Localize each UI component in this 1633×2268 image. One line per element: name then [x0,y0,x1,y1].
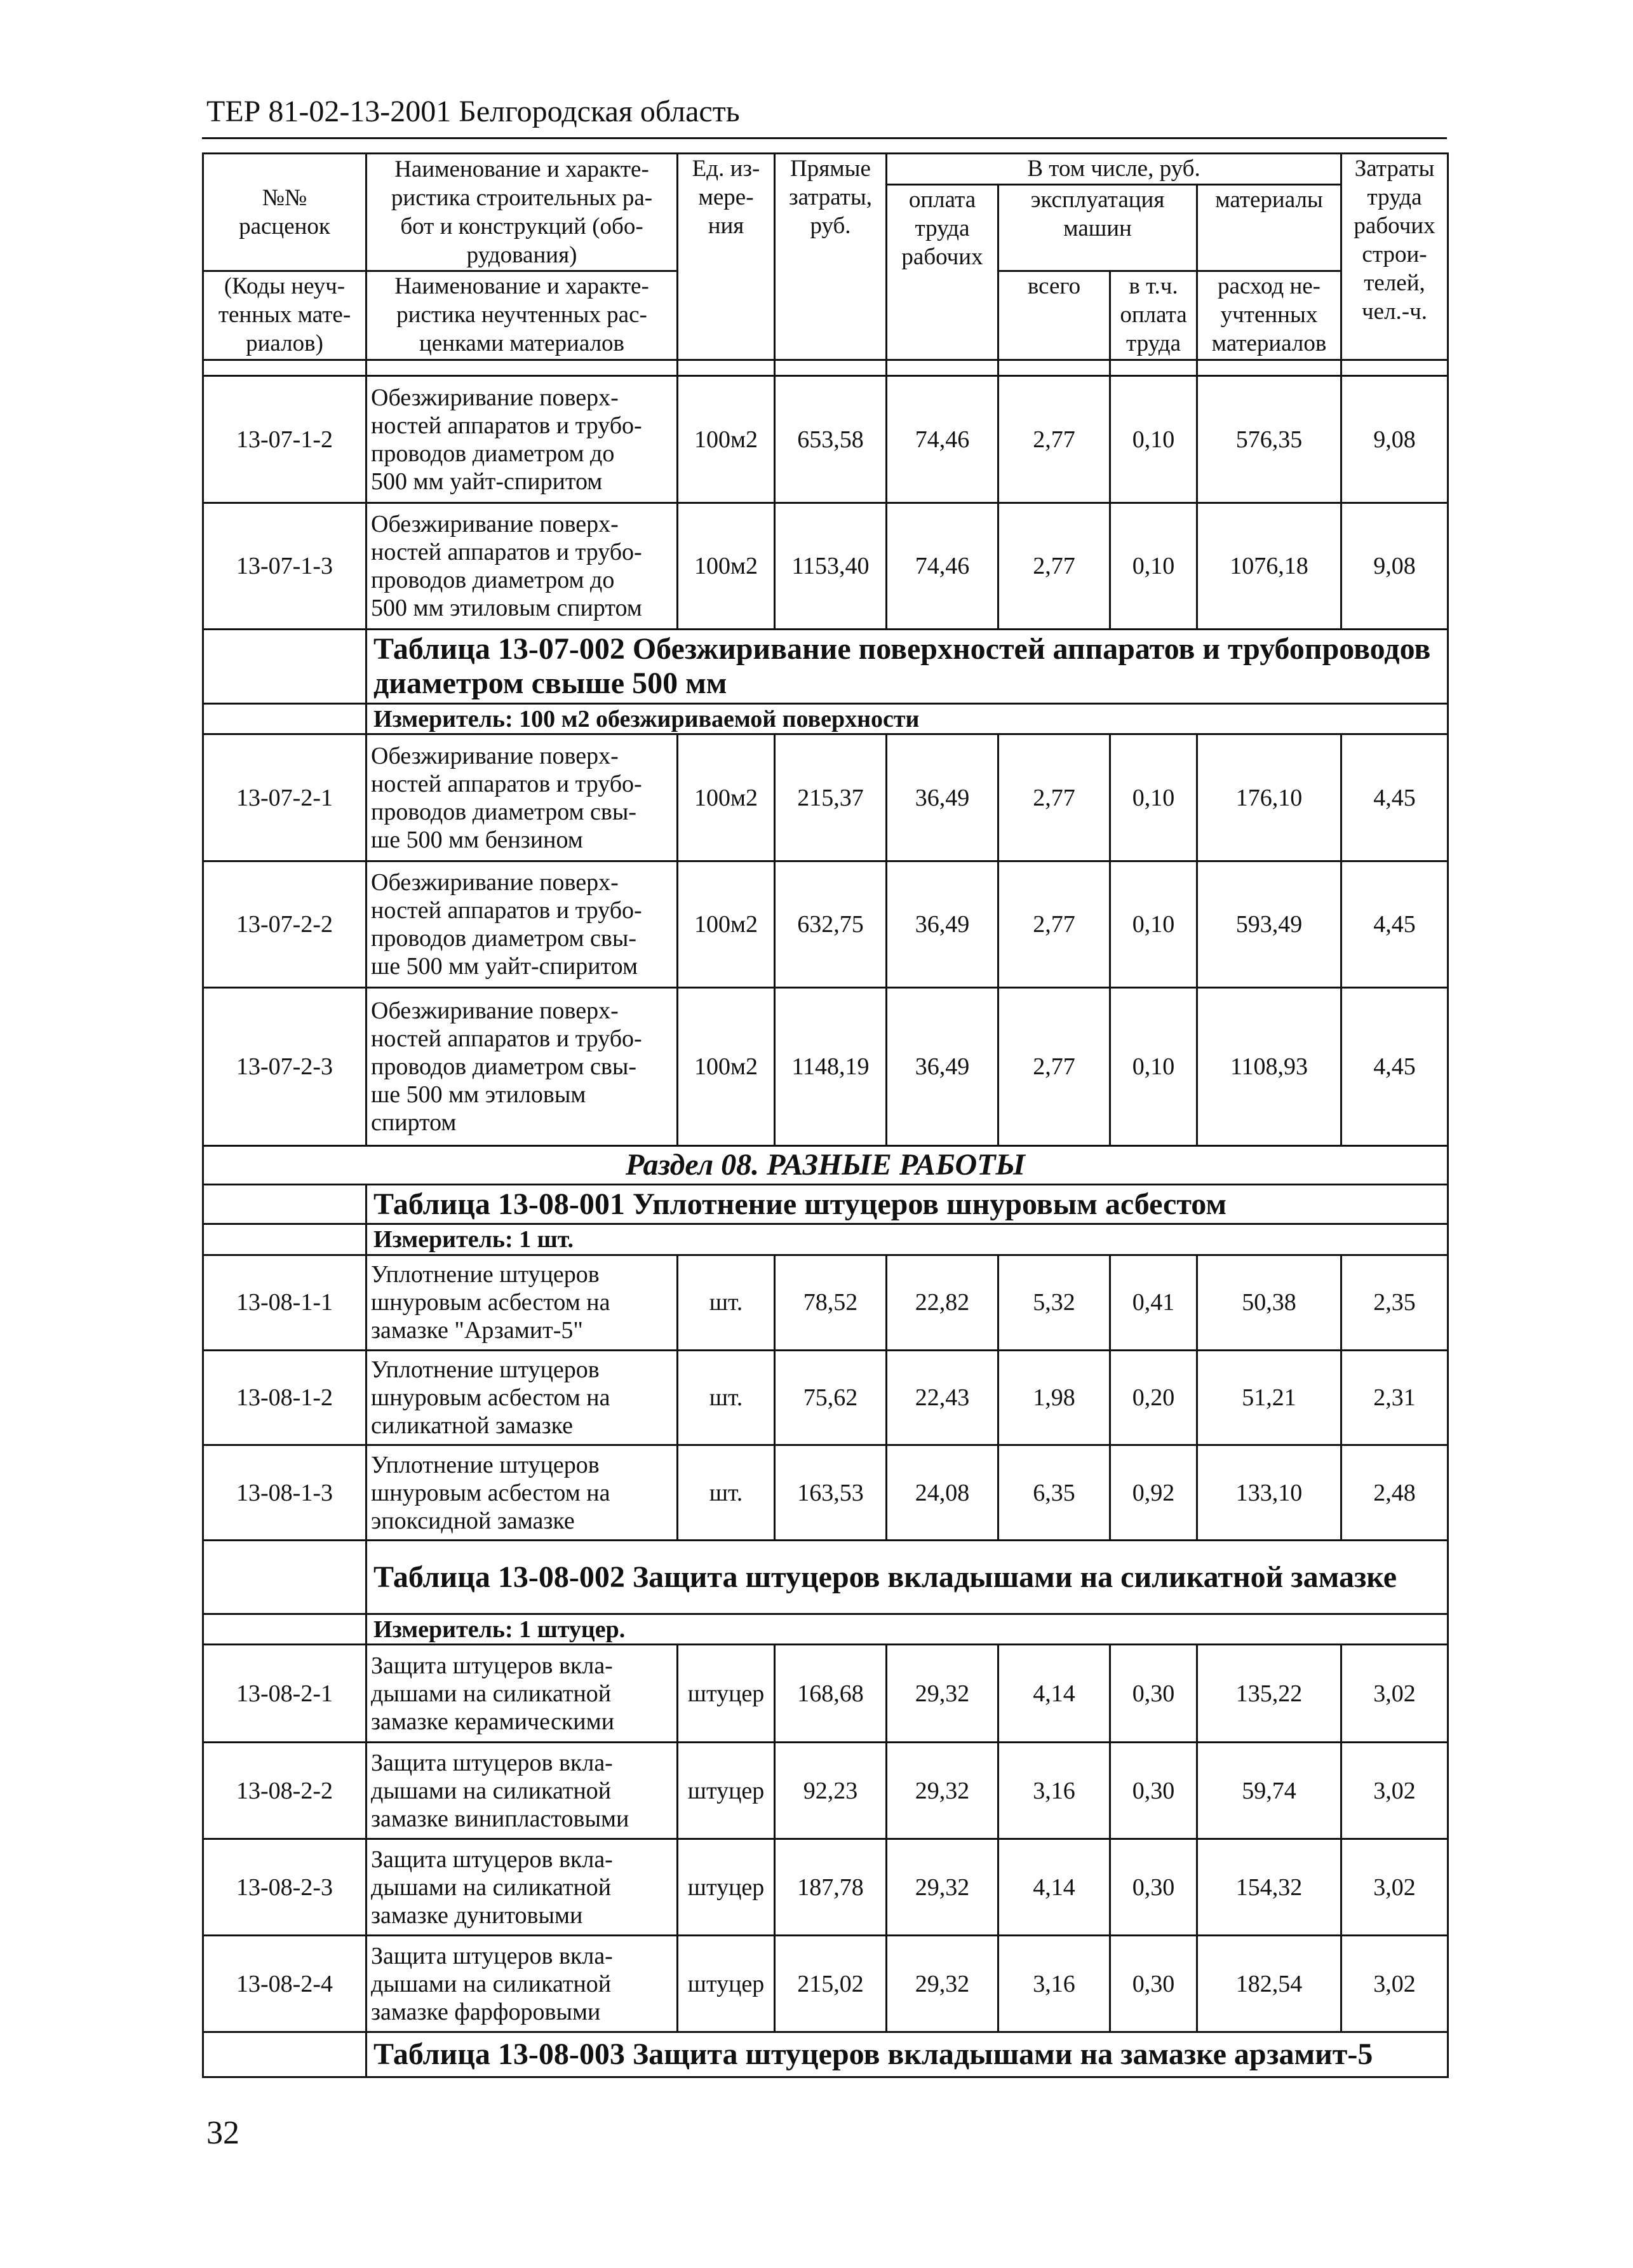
labor-hours-cell: 2,35 [1341,1255,1448,1350]
rate-code: 13-08-1-3 [203,1445,366,1541]
rate-code: 13-08-2-3 [203,1839,366,1936]
direct-cost-cell: 1148,19 [775,988,887,1145]
labor-hours-cell: 3,02 [1341,1839,1448,1936]
materials-cell: 1076,18 [1197,503,1341,630]
rate-code: 13-08-1-2 [203,1350,366,1445]
rate-code: 13-08-2-4 [203,1936,366,2032]
table-row [203,1839,1448,1936]
section-title: Раздел 08. РАЗНЫЕ РАБОТЫ [203,1145,1448,1185]
machines-pay-cell: 0,10 [1110,503,1197,630]
work-name: Обезжиривание поверх- ностей аппаратов и трубо- проводов диаметром до 500 мм уайт-спиритом [366,376,678,503]
labor-pay-cell: 29,32 [887,1839,998,1936]
page-header: ТЕР 81-02-13-2001 Белгородская область [206,95,740,128]
labor-pay-cell: 22,82 [887,1255,998,1350]
rate-code: 13-07-2-1 [203,734,366,861]
machines-pay-cell: 0,41 [1110,1255,1197,1350]
machines-pay-cell: 0,30 [1110,1839,1197,1936]
table-title: Таблица 13-08-001 Уплотнение штуцеров шнуровым асбестом [366,1185,1448,1224]
labor-pay-cell: 36,49 [887,734,998,861]
labor-pay-cell: 24,08 [887,1445,998,1541]
rate-code: 13-07-1-2 [203,376,366,503]
table-title-row [203,2032,1448,2077]
spacer-row [203,360,1448,376]
work-name: Защита штуцеров вкла- дышами на силикатной замазке керамическими [366,1645,678,1743]
machines-cell: 5,32 [998,1255,1110,1350]
blank-cell [203,1224,366,1255]
unit-cell: штуцер [678,1645,775,1743]
table-title-row [203,1541,1448,1614]
table-row [203,376,1448,503]
rate-code: 13-07-2-3 [203,988,366,1145]
direct-cost-cell: 92,23 [775,1743,887,1839]
direct-cost-cell: 1153,40 [775,503,887,630]
labor-pay-cell: 74,46 [887,376,998,503]
work-name: Обезжиривание поверх- ностей аппаратов и трубо- проводов диаметром свы- ше 500 мм этиловым спиртом [366,988,678,1145]
materials-cell: 59,74 [1197,1743,1341,1839]
direct-cost-cell: 215,37 [775,734,887,861]
work-name: Защита штуцеров вкла- дышами на силикатной замазке винипластовыми [366,1743,678,1839]
labor-pay-cell: 36,49 [887,861,998,988]
work-name: Обезжиривание поверх- ностей аппаратов и трубо- проводов диаметром до 500 мм этиловым спиртом [366,503,678,630]
unit-cell: 100м2 [678,376,775,503]
table-row [203,1445,1448,1541]
materials-cell: 593,49 [1197,861,1341,988]
blank-cell [203,630,366,703]
col-direct-header: Прямые затраты, руб. [775,154,887,360]
unit-cell: 100м2 [678,503,775,630]
machines-pay-cell: 0,10 [1110,734,1197,861]
table-title: Таблица 13-07-002 Обезжиривание поверхностей аппаратов и трубопроводов диаметром свыше 500 мм [366,630,1448,703]
col-code-sub-header: (Коды неуч- тенных мате- риалов) [203,271,366,360]
measure-label: Измеритель: 100 м2 обезжириваемой поверхности [366,703,1448,734]
blank-cell [203,2032,366,2077]
machines-cell: 4,14 [998,1839,1110,1936]
table-title: Таблица 13-08-002 Защита штуцеров вкладышами на силикатной замазке [366,1541,1448,1614]
col-labor-pay-header: оплата труда рабочих [887,184,998,360]
materials-cell: 51,21 [1197,1350,1341,1445]
direct-cost-cell: 215,02 [775,1936,887,2032]
table-row [203,1350,1448,1445]
table-row [203,1936,1448,2032]
machines-cell: 2,77 [998,734,1110,861]
materials-cell: 154,32 [1197,1839,1341,1936]
work-name: Уплотнение штуцеров шнуровым асбестом на замазке "Арзамит-5" [366,1255,678,1350]
machines-pay-cell: 0,10 [1110,988,1197,1145]
labor-hours-cell: 3,02 [1341,1743,1448,1839]
labor-pay-cell: 74,46 [887,503,998,630]
materials-cell: 176,10 [1197,734,1341,861]
rate-code: 13-08-2-2 [203,1743,366,1839]
work-name: Уплотнение штуцеров шнуровым асбестом на силикатной замазке [366,1350,678,1445]
machines-cell: 1,98 [998,1350,1110,1445]
table-row [203,503,1448,630]
table-row [203,1255,1448,1350]
col-unit-header: Ед. из- мере- ния [678,154,775,360]
unit-cell: шт. [678,1350,775,1445]
labor-pay-cell: 22,43 [887,1350,998,1445]
materials-cell: 50,38 [1197,1255,1341,1350]
machines-pay-cell: 0,10 [1110,376,1197,503]
rate-code: 13-07-1-3 [203,503,366,630]
blank-cell [203,1614,366,1645]
col-machines-header: эксплуатация машин [998,184,1197,271]
work-name: Защита штуцеров вкла- дышами на силикатной замазке фарфоровыми [366,1936,678,2032]
labor-hours-cell: 9,08 [1341,376,1448,503]
blank-cell [203,703,366,734]
table-row [203,988,1448,1145]
table-title: Таблица 13-08-003 Защита штуцеров вкладышами на замазке арзамит-5 [366,2032,1448,2077]
unit-cell: шт. [678,1255,775,1350]
direct-cost-cell: 168,68 [775,1645,887,1743]
col-name-header: Наименование и характе- ристика строительных ра- бот и конструкций (обо- рудования) [366,154,678,271]
col-materials-unaccounted-header: расход не- учтенных материалов [1197,271,1341,360]
work-name: Обезжиривание поверх- ностей аппаратов и трубо- проводов диаметром свы- ше 500 мм бензином [366,734,678,861]
labor-hours-cell: 4,45 [1341,861,1448,988]
unit-cell: штуцер [678,1743,775,1839]
machines-pay-cell: 0,10 [1110,861,1197,988]
materials-cell: 182,54 [1197,1936,1341,2032]
machines-pay-cell: 0,20 [1110,1350,1197,1445]
labor-pay-cell: 29,32 [887,1936,998,2032]
unit-cell: штуцер [678,1936,775,2032]
machines-pay-cell: 0,30 [1110,1645,1197,1743]
direct-cost-cell: 632,75 [775,861,887,988]
table-row [203,1645,1448,1743]
labor-hours-cell: 2,48 [1341,1445,1448,1541]
labor-hours-cell: 4,45 [1341,988,1448,1145]
blank-cell [203,1185,366,1224]
table-row [203,734,1448,861]
measure-row [203,1614,1448,1645]
col-machines-total-header: всего [998,271,1110,360]
col-materials-header: материалы [1197,184,1341,271]
measure-label: Измеритель: 1 штуцер. [366,1614,1448,1645]
materials-cell: 576,35 [1197,376,1341,503]
labor-hours-cell: 2,31 [1341,1350,1448,1445]
labor-pay-cell: 29,32 [887,1743,998,1839]
direct-cost-cell: 187,78 [775,1839,887,1936]
machines-cell: 2,77 [998,376,1110,503]
labor-hours-cell: 4,45 [1341,734,1448,861]
rate-code: 13-07-2-2 [203,861,366,988]
section-row [203,1145,1448,1185]
col-code-header: №№ расценок [203,154,366,271]
machines-cell: 2,77 [998,503,1110,630]
work-name: Обезжиривание поверх- ностей аппаратов и трубо- проводов диаметром свы- ше 500 мм уайт-спиритом [366,861,678,988]
machines-cell: 3,16 [998,1936,1110,2032]
machines-cell: 4,14 [998,1645,1110,1743]
table-row [203,861,1448,988]
rate-code: 13-08-2-1 [203,1645,366,1743]
unit-cell: 100м2 [678,734,775,861]
measure-row [203,1224,1448,1255]
machines-cell: 6,35 [998,1445,1110,1541]
materials-cell: 1108,93 [1197,988,1341,1145]
materials-cell: 135,22 [1197,1645,1341,1743]
rate-code: 13-08-1-1 [203,1255,366,1350]
col-incl-header: В том числе, руб. [887,154,1341,185]
machines-cell: 2,77 [998,988,1110,1145]
labor-pay-cell: 29,32 [887,1645,998,1743]
direct-cost-cell: 78,52 [775,1255,887,1350]
table-title-row [203,630,1448,703]
table-title-row [203,1185,1448,1224]
labor-hours-cell: 3,02 [1341,1936,1448,2032]
direct-cost-cell: 75,62 [775,1350,887,1445]
materials-cell: 133,10 [1197,1445,1341,1541]
price-table [202,152,1449,2078]
col-labor-costs-header: Затраты труда рабочих строи- телей, чел.-ч. [1341,154,1448,360]
labor-hours-cell: 3,02 [1341,1645,1448,1743]
direct-cost-cell: 163,53 [775,1445,887,1541]
measure-row [203,703,1448,734]
machines-pay-cell: 0,30 [1110,1743,1197,1839]
blank-cell [203,1541,366,1614]
page-number: 32 [206,2115,239,2151]
work-name: Уплотнение штуцеров шнуровым асбестом на эпоксидной замазке [366,1445,678,1541]
unit-cell: шт. [678,1445,775,1541]
machines-cell: 2,77 [998,861,1110,988]
unit-cell: штуцер [678,1839,775,1936]
unit-cell: 100м2 [678,861,775,988]
col-name-sub-header: Наименование и характе- ристика неучтенных рас- ценками материалов [366,271,678,360]
machines-pay-cell: 0,92 [1110,1445,1197,1541]
work-name: Защита штуцеров вкла- дышами на силикатной замазке дунитовыми [366,1839,678,1936]
col-machines-pay-header: в т.ч. оплата труда [1110,271,1197,360]
labor-hours-cell: 9,08 [1341,503,1448,630]
measure-label: Измеритель: 1 шт. [366,1224,1448,1255]
machines-pay-cell: 0,30 [1110,1936,1197,2032]
table-row [203,1743,1448,1839]
machines-cell: 3,16 [998,1743,1110,1839]
labor-pay-cell: 36,49 [887,988,998,1145]
unit-cell: 100м2 [678,988,775,1145]
direct-cost-cell: 653,58 [775,376,887,503]
header-rule [202,137,1447,139]
